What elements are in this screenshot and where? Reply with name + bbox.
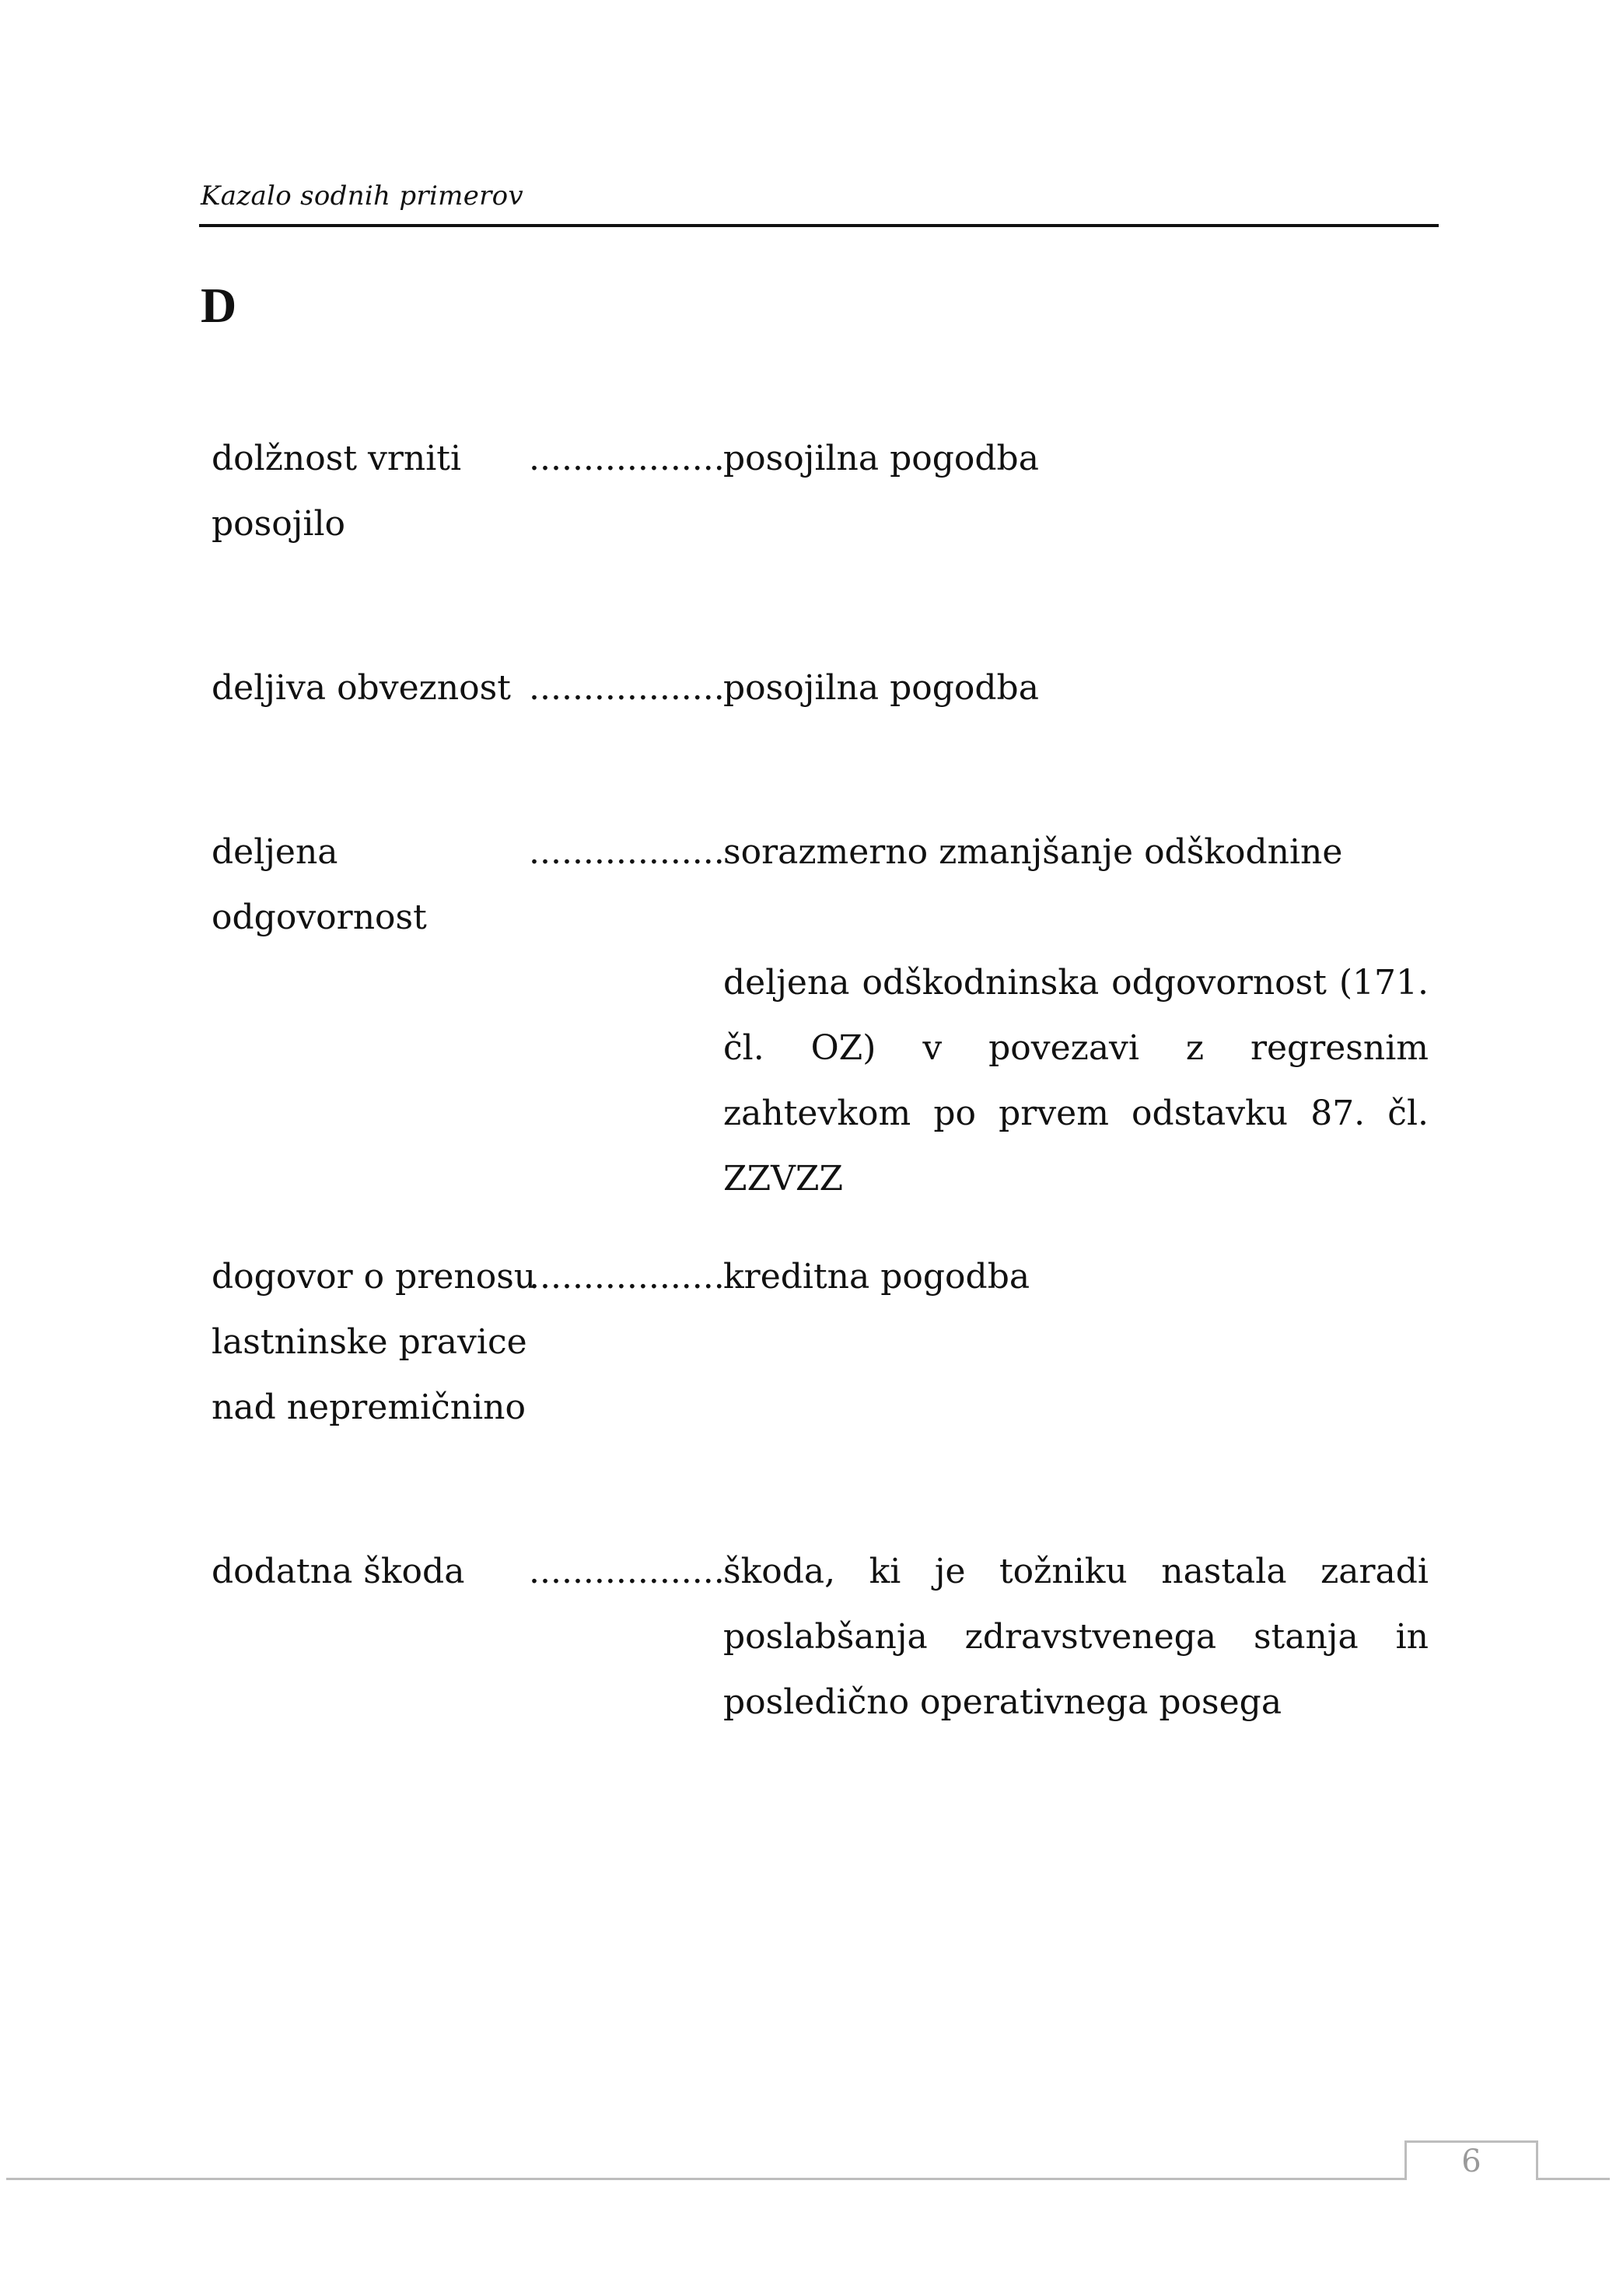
running-header: Kazalo sodnih primerov	[201, 180, 523, 212]
index-term	[212, 426, 519, 557]
index-term	[212, 1539, 519, 1605]
index-term-line: dogovor o prenosu	[212, 1257, 537, 1297]
index-term	[212, 656, 519, 721]
index-term-line: deljiva obveznost	[212, 668, 511, 708]
footer-rule-right	[1532, 2178, 1610, 2180]
index-reference: deljena odškodninska odgovornost (171. čl. OZ) v povezavi z regresnim zahtevkom po prvem odstavku 87. čl. ZZVZZ	[723, 963, 1429, 1199]
section-letter: D	[201, 278, 237, 333]
index-reference: kreditna pogodba	[723, 1257, 1030, 1297]
index-reference: sorazmerno zmanjšanje odškodnine	[723, 832, 1343, 872]
index-term-line: nad nepremičnino	[212, 1388, 526, 1427]
leader-dots: ..................	[529, 832, 725, 872]
index-reference: posojilna pogodba	[723, 668, 1039, 708]
leader-dots: ..................	[529, 668, 725, 708]
index-reference: posojilna pogodba	[723, 439, 1039, 478]
index-term	[212, 820, 519, 950]
index-references	[723, 656, 1429, 721]
index-references	[723, 820, 1429, 1212]
index-term	[212, 1244, 537, 1440]
index-references	[723, 1244, 1429, 1310]
index-term-line: dodatna škoda	[212, 1552, 465, 1591]
index-term-line: deljena	[212, 832, 338, 872]
leader-dots: ..................	[529, 439, 725, 478]
index-term-line: odgovornost	[212, 898, 427, 937]
leader-dots: ..................	[529, 1552, 725, 1591]
index-term-line: posojilo	[212, 504, 346, 544]
index-references	[723, 1539, 1429, 1735]
leader-dots: ..................	[529, 1257, 725, 1297]
index-reference: škoda, ki je tožniku nastala zaradi poslabšanja zdravstvenega stanja in posledično operativnega posega	[723, 1552, 1429, 1722]
index-term-line: dolžnost vrniti	[212, 439, 462, 478]
footer-rule-left	[6, 2178, 1406, 2180]
index-term-line: lastninske pravice	[212, 1322, 527, 1362]
index-references	[723, 426, 1429, 492]
header-rule	[199, 224, 1439, 227]
page-number: 6	[1461, 2144, 1481, 2179]
